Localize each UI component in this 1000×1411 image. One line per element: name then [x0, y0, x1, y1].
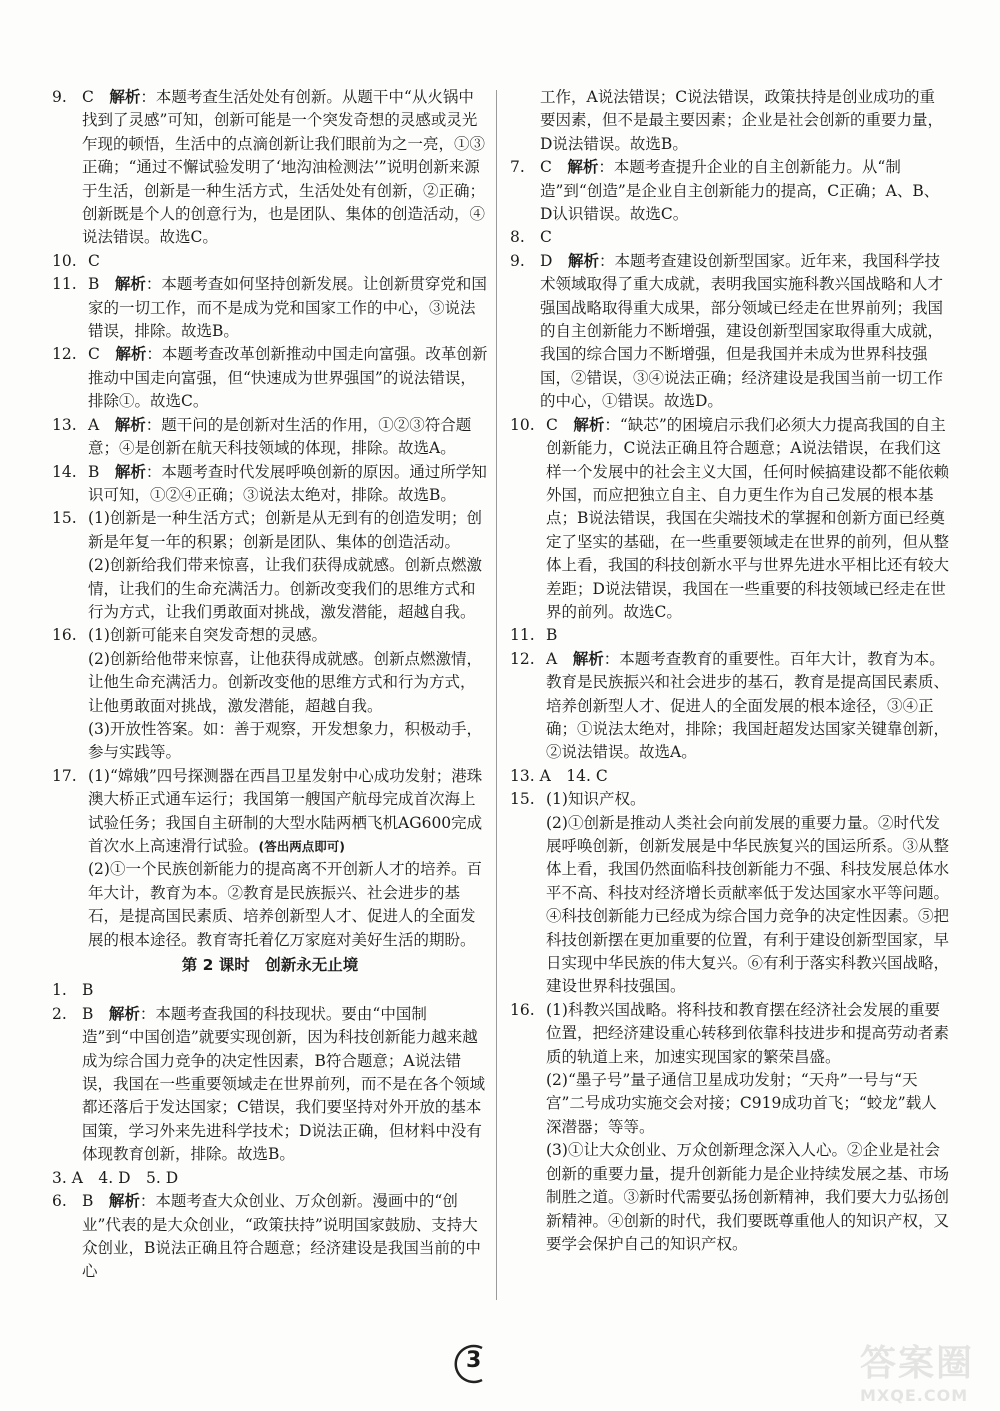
answer-item: 8. C	[510, 228, 552, 247]
answer-paragraph: (3)①让大众创业、万众创新理念深入人心。②企业是社会创新的重要力量，提升创新能力是企业持续发展之基、市场制胜之道。③新时代需要弘扬创新精神，我们要大力弘扬创新精神。④创新的时代，我们要既尊重他人的知识产权，又要学会保护自己的知识产权。	[546, 1141, 950, 1253]
answer-line: 3. A 4. D 5. D	[52, 1168, 179, 1187]
answer-paragraph: (3)开放性答案。如：善于观察，开发想象力，积极动手，参与实践等。	[88, 719, 482, 762]
answer-item: 2. B 解析：本题考查我国的科技现状。要由“中国制造”到“中国创造”就要实现创新，因为科技创新能力越来越成为综合国力竞争的决定性因素，B符合题意；A说法错误，我国在一些重要领域走在世界前列，而不是在各个领域都还落后于发达国家；C错误，我们要坚持对外开放的基本国策，学习外来先进科学技术；D说法正确，但材料中没有体现教育创新，排除。故选B。	[52, 1004, 486, 1164]
answer-paragraph: (2)创新给他带来惊喜，让他获得成就感。创新点燃激情，让他生命充满活力。创新改变他的思维方式和行为方式，让他勇敢面对挑战，激发潜能，超越自我。	[88, 649, 482, 715]
answer-item: 7. C 解析：本题考查提升企业的自主创新能力。从“制造”到“创造”是企业自主创新能力的提高，C正确；A、B、D认识错误。故选C。	[510, 158, 940, 224]
answer-item: 13. A 解析：题干问的是创新对生活的作用，①②③符合题意；④是创新在航天科技领域的体现，排除。故选A。	[52, 415, 472, 458]
answer-paragraph: (2)①一个民族创新能力的提高离不开创新人才的培养。百年大计，教育为本。②教育是民族振兴、社会进步的基石，是提高国民素质、培养创新型人才、促进人的全面发展的根本途径。教育寄托着亿万家庭对美好生活的期盼。	[88, 860, 482, 949]
answer-paragraph: (2)“墨子号”量子通信卫星成功发射；“天舟”一号与“天宫”二号成功实施交会对接；C919成功首飞；“蛟龙”载人深潜器；等等。	[546, 1071, 937, 1136]
left-column	[52, 86, 488, 1284]
answer-item: 11. B	[510, 626, 558, 645]
answer-item: 16. (1)创新可能来自突发奇想的灵感。	[52, 626, 327, 645]
answer-item: 15. (1)创新是一种生活方式；创新是从无到有的创造发明；创新是年复一年的积累；创新是团队、集体的创造活动。	[52, 509, 482, 551]
right-column	[510, 86, 950, 1256]
answer-item: 6. B 解析：本题考查大众创业、万众创新。漫画中的“创业”代表的是大众创业，“政策扶持”说明国家鼓励、支持大众创业，B说法正确且符合题意；经济建设是我国当前的中心	[52, 1192, 481, 1281]
answer-item: 10. C	[52, 251, 100, 270]
answer-item: 14. B 解析：本题考查时代发展呼唤创新的原因。通过所学知识可知，①②④正确；③说法太绝对，排除。故选B。	[52, 462, 487, 504]
answer-item: 12. A 解析：本题考查教育的重要性。百年大计，教育为本。教育是民族振兴和社会进步的基石，教育是提高国民素质、培养创新型人才、促进人的全面发展的根本途径，③④正确；①说法太绝对，排除；我国赶超发达国家关键靠创新，②说法错误。故选A。	[510, 649, 950, 762]
column-divider	[496, 90, 497, 1300]
answer-line: 13. A 14. C	[510, 766, 608, 785]
lesson-title: 第 2 课时 创新永无止境	[181, 956, 359, 975]
answer-item: 16. (1)科教兴国战略。将科技和教育摆在经济社会发展的重要位置，把经济建设重心转移到依靠科技进步和提高劳动者素质的轨道上来，加速实现国家的繁荣昌盛。	[510, 1000, 950, 1066]
answer-item: 1. B	[52, 981, 94, 1000]
answer-continuation: 工作，A说法错误；C说法错误，政策扶持是创业成功的重要因素，但不是最主要因素；企业是社会创新的重要力量，D说法错误。故选B。	[540, 88, 944, 153]
answer-item: 9. D 解析：本题考查建设创新型国家。近年来，我国科学技术领域取得了重大成就，表明我国实施科教兴国战略和人才强国战略取得重大成果，部分领域已经走在世界前列；我国的自主创新能力不断增强，建设创新型国家取得重大成就，我国的综合国力不断增强，但是我国并未成为世界科技强国，②错误，③④说法正确；经济建设是我国当前一切工作的中心，①错误。故选D。	[510, 251, 944, 411]
page-number: 3	[452, 1342, 496, 1386]
answer-item: 10. C 解析：“缺芯”的困境启示我们必须大力提高我国的自主创新能力，C说法正确且符合题意；A说法错误，在我们这样一个发展中的社会主义大国，任何时候搞建设都不能依赖外国，而应把独立自主、自力更生作为自己发展的根本基点；B说法错误，我国在尖端技术的掌握和创新方面已经奠定了坚实的基础，在一些重要领域走在世界的前列，但从整体上看，我国的科技创新水平与世界先进水平相比还有较大差距；D说法错误，我国在一些重要的科技领域已经走在世界的前列。故选C。	[510, 415, 950, 621]
answer-item: 15. (1)知识产权。	[510, 790, 646, 809]
answer-item: 12. C 解析：本题考查改革创新推动中国走向富强。改革创新推动中国走向富强，但“快速成为世界强国”的说法错误，排除①。故选C。	[52, 345, 488, 411]
answer-item: 17. (1)“嫦娥”四号探测器在西昌卫星发射中心成功发射；港珠澳大桥正式通车运行；我国第一艘国产航母完成首次海上试验任务；我国自主研制的大型水陆两栖飞机AG600完成首次水上高速滑行试验。(答出两点即可)	[52, 766, 483, 855]
answer-paragraph: (2)创新给我们带来惊喜，让我们获得成就感。创新点燃激情，让我们的生命充满活力。创新改变我们的思维方式和行为方式，让我们勇敢面对挑战，激发潜能，超越自我。	[88, 556, 482, 621]
answer-item: 11. B 解析：本题考查如何坚持创新发展。让创新贯穿党和国家的一切工作，而不是成为党和国家工作的中心，③说法错误，排除。故选B。	[52, 275, 487, 341]
answer-paragraph: (2)①创新是推动人类社会向前发展的重要力量。②时代发展呼唤创新，创新发展是中华民族复兴的国运所系。③从整体上看，我国仍然面临科技创新能力不强、科技发展总体水平不高、科技对经济增长贡献率低于发达国家水平等问题。④科技创新能力已经成为综合国力竞争的决定性因素。⑤把科技创新摆在更加重要的位置，有利于建设创新型国家，早日实现中华民族的伟大复兴。⑥有利于落实科教兴国战略，建设世界科技强国。	[546, 813, 950, 996]
watermark-logo: 答案圈 MXQE.COM	[860, 1343, 975, 1405]
answer-item: 9. C 解析：本题考查生活处处有创新。从题干中“从火锅中找到了灵感”可知，创新可能是一个突发奇想的灵感或灵光乍现的顿悟，生活中的点滴创新让我们眼前为之一亮，①③正确；“通过不懈试验发明了‘地沟油检测法’”说明创新来源于生活，创新是一种生活方式，生活处处有创新，②正确；创新既是个人的创意行为，也是团队、集体的创造活动，④说法错误。故选C。	[52, 88, 486, 247]
